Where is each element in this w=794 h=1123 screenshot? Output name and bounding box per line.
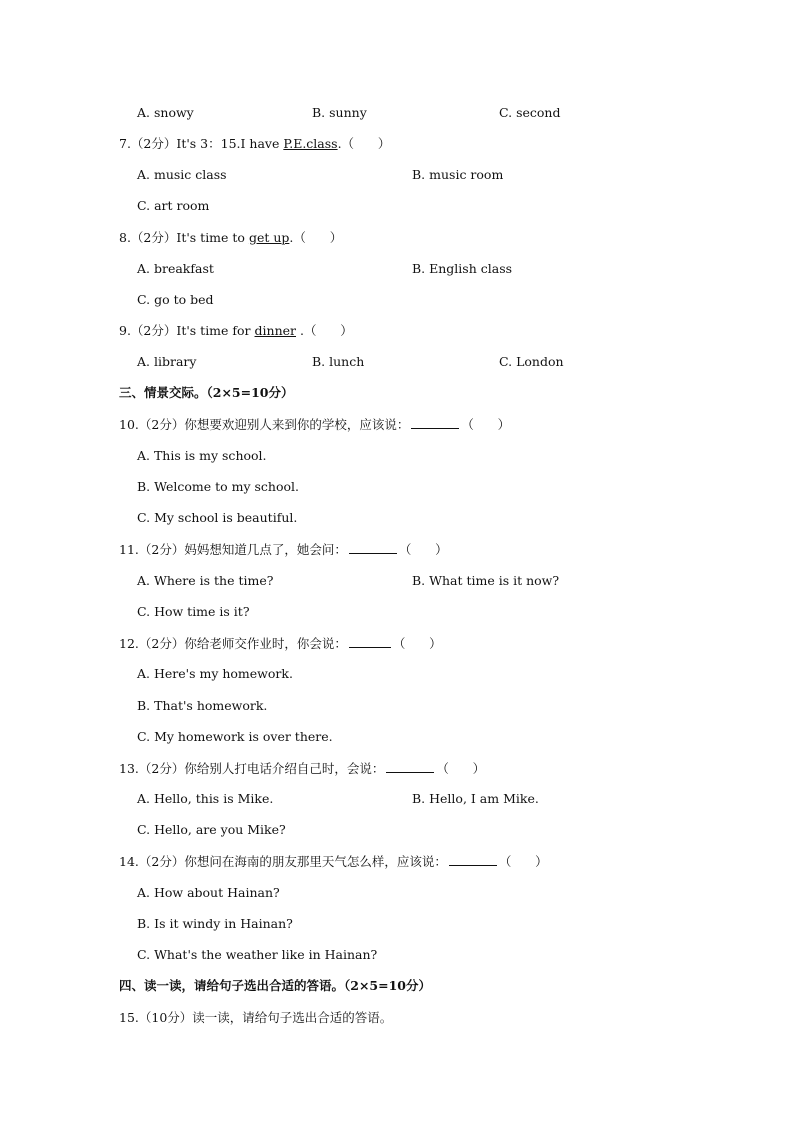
q14-option-c: C. What's the weather like in Hainan? bbox=[137, 947, 378, 962]
q9-option-b: B. lunch bbox=[312, 354, 365, 369]
q12-text: 12.（2分）你给老师交作业时，你会说： bbox=[119, 636, 347, 651]
q10-option-c: C. My school is beautiful. bbox=[137, 510, 298, 525]
q12-option-a: A. Here's my homework. bbox=[137, 666, 293, 681]
question-13 bbox=[119, 760, 485, 777]
q6-option-b: B. sunny bbox=[312, 105, 367, 120]
q13-paren: （ ） bbox=[436, 761, 486, 776]
question-15: 15.（10分）读一读，请给句子选出合适的答语。 bbox=[119, 1010, 393, 1025]
q9-option-a: A. library bbox=[137, 354, 197, 369]
q7-suffix: .（ ） bbox=[337, 136, 391, 151]
q10-answer-blank bbox=[411, 416, 459, 429]
q7-option-b: B. music room bbox=[412, 167, 504, 182]
q11-option-b: B. What time is it now? bbox=[412, 573, 560, 588]
q6-option-c: C. second bbox=[499, 105, 561, 120]
q13-answer-blank bbox=[386, 760, 434, 773]
q11-option-a: A. Where is the time? bbox=[137, 573, 274, 588]
q10-text: 10.（2分）你想要欢迎别人来到你的学校，应该说： bbox=[119, 417, 410, 432]
question-12 bbox=[119, 635, 442, 652]
q9-underlined-phrase: dinner bbox=[254, 323, 296, 338]
q8-option-a: A. breakfast bbox=[137, 261, 214, 276]
q13-option-a: A. Hello, this is Mike. bbox=[137, 791, 274, 806]
q11-paren: （ ） bbox=[398, 542, 448, 557]
q7-option-c: C. art room bbox=[137, 198, 210, 213]
q8-prefix: 8.（2分）It's time to bbox=[119, 230, 249, 245]
q7-option-a: A. music class bbox=[137, 167, 227, 182]
q8-suffix: .（ ） bbox=[289, 230, 343, 245]
q9-suffix: .（ ） bbox=[296, 323, 353, 338]
q12-paren: （ ） bbox=[392, 636, 442, 651]
q14-paren: （ ） bbox=[498, 854, 548, 869]
q10-paren: （ ） bbox=[461, 417, 511, 432]
question-9 bbox=[119, 323, 353, 339]
q13-option-b: B. Hello, I am Mike. bbox=[412, 791, 539, 806]
q13-option-c: C. Hello, are you Mike? bbox=[137, 822, 286, 837]
q14-answer-blank bbox=[449, 853, 497, 866]
q8-option-c: C. go to bed bbox=[137, 292, 214, 307]
section-4-heading: 四、读一读，请给句子选出合适的答语。（2×5=10分） bbox=[119, 978, 431, 993]
q7-prefix: 7.（2分）It's 3：15.I have bbox=[119, 136, 284, 151]
q12-option-c: C. My homework is over there. bbox=[137, 729, 333, 744]
q14-option-a: A. How about Hainan? bbox=[137, 885, 280, 900]
q14-text: 14.（2分）你想问在海南的朋友那里天气怎么样，应该说： bbox=[119, 854, 447, 869]
question-10 bbox=[119, 416, 510, 433]
q8-underlined-phrase: get up bbox=[248, 230, 290, 245]
q10-option-a: A. This is my school. bbox=[137, 448, 267, 463]
q12-option-b: B. That's homework. bbox=[137, 698, 268, 713]
question-11 bbox=[119, 541, 448, 558]
q12-answer-blank bbox=[349, 635, 391, 648]
q14-option-b: B. Is it windy in Hainan? bbox=[137, 916, 293, 931]
q11-option-c: C. How time is it? bbox=[137, 604, 250, 619]
q9-option-c: C. London bbox=[499, 354, 564, 369]
question-7 bbox=[119, 136, 390, 152]
question-14 bbox=[119, 853, 548, 870]
section-3-heading: 三、情景交际。（2×5=10分） bbox=[119, 385, 294, 400]
question-8 bbox=[119, 230, 342, 246]
q11-answer-blank bbox=[349, 541, 397, 554]
q10-option-b: B. Welcome to my school. bbox=[137, 479, 300, 494]
q8-option-b: B. English class bbox=[412, 261, 513, 276]
q7-underlined-phrase: P.E.class bbox=[283, 136, 338, 151]
q13-text: 13.（2分）你给别人打电话介绍自己时，会说： bbox=[119, 761, 385, 776]
q6-option-a: A. snowy bbox=[137, 105, 194, 120]
q11-text: 11.（2分）妈妈想知道几点了，她会问： bbox=[119, 542, 347, 557]
q9-prefix: 9.（2分）It's time for bbox=[119, 323, 255, 338]
